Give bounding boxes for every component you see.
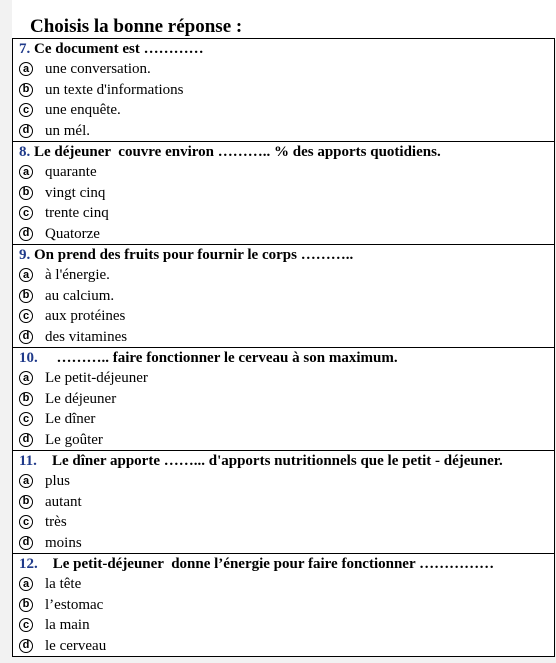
question-label: Le dîner apporte ……... d'apports nutritionnels que le petit - déjeuner. <box>36 453 503 469</box>
option-text: à l'énergie. <box>45 267 110 283</box>
answer-option[interactable] <box>19 59 554 80</box>
question-text <box>19 39 554 59</box>
option-letter-circle-icon: d <box>19 330 33 344</box>
option-text: un texte d'informations <box>45 81 184 98</box>
option-letter-circle-icon: d <box>19 536 33 550</box>
question-label: Le déjeuner couvre environ ……….. % des apports quotidiens. <box>30 144 441 160</box>
answer-option[interactable] <box>19 389 554 410</box>
option-letter-circle-icon: a <box>19 371 33 385</box>
answer-option[interactable] <box>19 512 554 533</box>
answer-option[interactable] <box>19 265 554 286</box>
option-letter-circle-icon: a <box>19 474 33 488</box>
option-letter-circle-icon: c <box>19 515 33 529</box>
option-letter-circle-icon: b <box>19 392 33 406</box>
question-text <box>19 554 554 574</box>
option-text: le cerveau <box>45 637 107 654</box>
answer-option[interactable] <box>19 533 554 554</box>
option-text: quarante <box>45 164 97 180</box>
answer-option[interactable] <box>19 183 554 204</box>
option-text: Quatorze <box>45 225 100 242</box>
option-text: la main <box>45 617 90 633</box>
option-letter-circle-icon: b <box>19 186 33 200</box>
option-letter-circle-icon: c <box>19 618 33 632</box>
answer-option[interactable] <box>19 286 554 307</box>
question-block <box>13 450 554 553</box>
option-text: moins <box>45 534 82 551</box>
option-text: une conversation. <box>45 61 151 77</box>
header <box>12 0 556 40</box>
questions-table <box>12 38 555 657</box>
option-letter-circle-icon: a <box>19 62 33 76</box>
question-label: ……….. faire fonctionner le cerveau à son maximum. <box>37 350 398 366</box>
question-block <box>13 244 554 347</box>
option-letter-circle-icon: c <box>19 412 33 426</box>
question-number: 9. <box>19 247 31 263</box>
answer-option[interactable] <box>19 492 554 513</box>
question-number: 11. <box>19 453 37 469</box>
answer-option[interactable] <box>19 471 554 492</box>
answer-option[interactable] <box>19 162 554 183</box>
question-number: 10. <box>19 350 38 366</box>
option-letter-circle-icon: b <box>19 495 33 509</box>
question-block <box>13 38 554 141</box>
option-letter-circle-icon: d <box>19 227 33 241</box>
option-text: autant <box>45 493 82 510</box>
answer-option[interactable] <box>19 574 554 595</box>
option-text: Le dîner <box>45 411 96 427</box>
question-text <box>19 348 554 368</box>
question-label: Ce document est ………… <box>30 41 204 57</box>
option-text: plus <box>45 473 71 489</box>
answer-option[interactable] <box>19 327 554 348</box>
option-letter-circle-icon: c <box>19 309 33 323</box>
question-text <box>19 451 554 471</box>
answer-option[interactable] <box>19 615 554 636</box>
option-letter-circle-icon: d <box>19 433 33 447</box>
option-letter-circle-icon: d <box>19 639 33 653</box>
option-letter-circle-icon: a <box>19 268 33 282</box>
option-text: Le déjeuner <box>45 390 117 407</box>
question-text <box>19 142 554 162</box>
option-letter-circle-icon: b <box>19 289 33 303</box>
page-title: Choisis la bonne réponse : <box>30 16 243 37</box>
answer-option[interactable] <box>19 224 554 245</box>
answer-option[interactable] <box>19 409 554 430</box>
answer-option[interactable] <box>19 80 554 101</box>
option-letter-circle-icon: c <box>19 103 33 117</box>
question-text <box>19 245 554 265</box>
answer-option[interactable] <box>19 368 554 389</box>
option-text: vingt cinq <box>45 184 106 201</box>
option-letter-circle-icon: a <box>19 165 33 179</box>
answer-option[interactable] <box>19 636 554 657</box>
answer-option[interactable] <box>19 306 554 327</box>
question-label: On prend des fruits pour fournir le corps ……….. <box>30 247 354 263</box>
option-letter-circle-icon: d <box>19 124 33 138</box>
option-text: Le petit-déjeuner <box>45 370 148 386</box>
question-block <box>13 553 554 656</box>
answer-option[interactable] <box>19 121 554 142</box>
option-text: très <box>45 514 67 530</box>
question-number: 12. <box>19 556 38 572</box>
question-number: 7. <box>19 41 31 57</box>
answer-option[interactable] <box>19 595 554 616</box>
question-number: 8. <box>19 144 31 160</box>
answer-option[interactable] <box>19 100 554 121</box>
option-letter-circle-icon: b <box>19 83 33 97</box>
option-text: au calcium. <box>45 287 115 304</box>
option-letter-circle-icon: a <box>19 577 33 591</box>
option-text: la tête <box>45 576 82 592</box>
question-block <box>13 141 554 244</box>
option-text: aux protéines <box>45 308 126 324</box>
answer-option[interactable] <box>19 430 554 451</box>
option-text: trente cinq <box>45 205 109 221</box>
option-text: une enquête. <box>45 102 121 118</box>
question-block <box>13 347 554 450</box>
option-text: des vitamines <box>45 328 128 345</box>
option-letter-circle-icon: c <box>19 206 33 220</box>
option-text: un mél. <box>45 122 90 139</box>
answer-option[interactable] <box>19 203 554 224</box>
option-text: l’estomac <box>45 596 104 613</box>
option-text: Le goûter <box>45 431 103 448</box>
question-label: Le petit-déjeuner donne l’énergie pour faire fonctionner …………… <box>37 556 495 572</box>
option-letter-circle-icon: b <box>19 598 33 612</box>
